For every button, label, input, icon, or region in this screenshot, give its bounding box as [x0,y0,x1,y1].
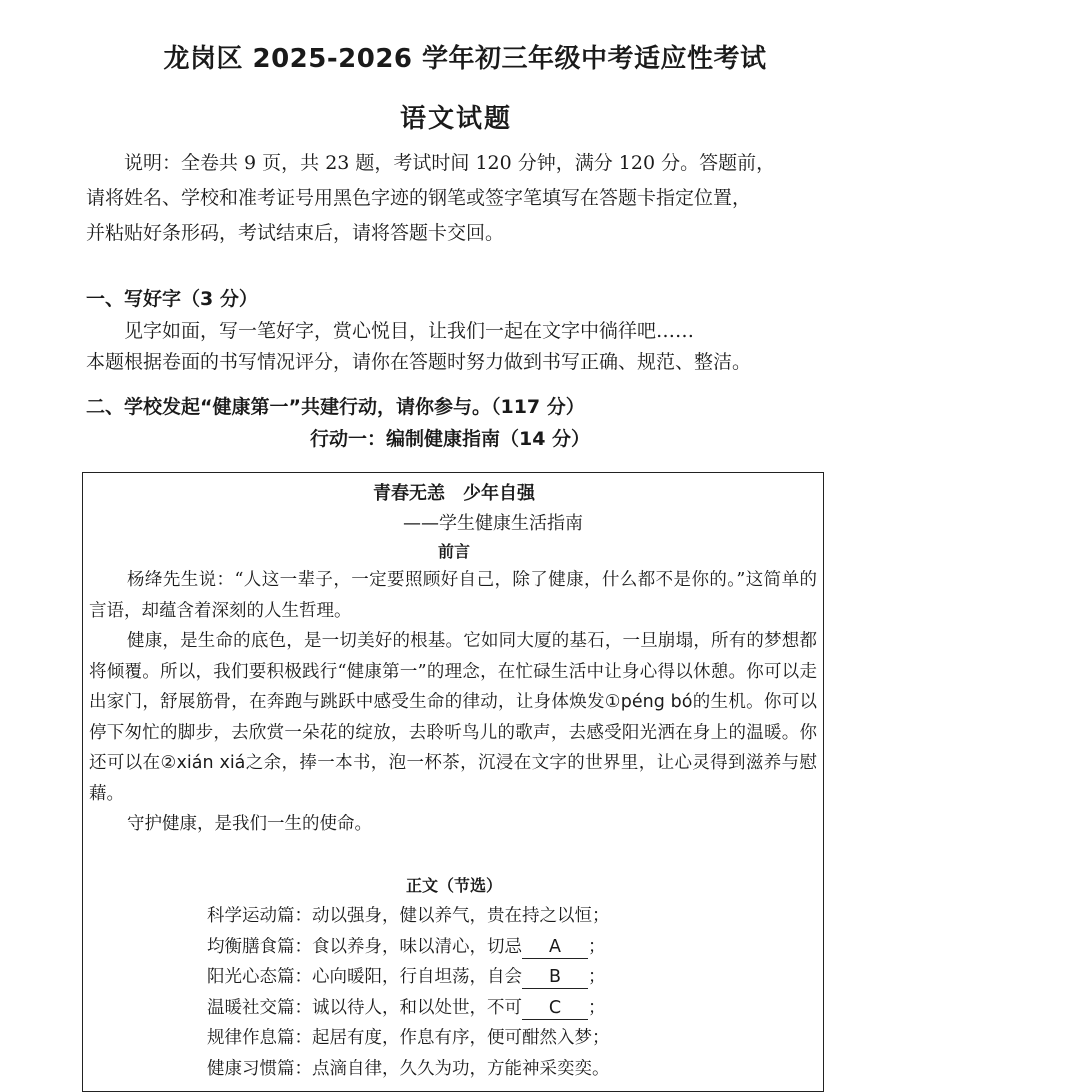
chapter-text: 阳光心态篇：心向暖阳，行自坦荡，自会 [207,967,522,987]
preface-p2-part-1: 健康，是生命的底色，是一切美好的根基。它如同大厦的基石，一旦崩塌，所有的梦想都将倾覆。所以，我们要积极践行“健康第一”的理念，在忙碌生活中让身心得以休憩。你可以走出家门，舒展筋骨，在奔跑与跳跃中感受生命的律动，让身体焕发 [89,631,817,712]
chapter-punct: ； [588,997,606,1018]
action-1-heading: 行动一：编制健康指南（14 分） [309,428,591,450]
chapter-item [207,1023,807,1054]
section-1-line-1: 见字如面，写一笔好字，赏心悦目，让我们一起在文字中徜徉吧…… [124,320,695,342]
chapter-text: 规律作息篇：起居有度，作息有序，便可酣然入梦； [207,1028,610,1048]
chapter-punct: ； [588,936,606,957]
section-2-heading: 二、学校发起“健康第一”共建行动，请你参与。（117 分） [86,396,585,418]
preface-body [89,565,817,840]
instructions-line-2: 请将姓名、学校和准考证号用黑色字迹的钢笔或签字笔填写在答题卡指定位置， [86,187,752,209]
pinyin-blank-1: ①péng bó [604,692,693,712]
chapter-text: 温暖社交篇：诚以待人，和以处世，不可 [207,997,522,1018]
preface-paragraph-2 [89,626,817,809]
guide-title: 青春无恙 少年自强 [373,483,535,504]
chapter-item [207,993,807,1024]
preface-p2-part-3: 之余，捧一本书，泡一杯茶，沉浸在文字的世界里，让心灵得到滋养与慰藉。 [89,753,817,804]
main-text-heading: 正文（节选） [405,876,502,895]
health-guide-box [82,472,824,1092]
preface-p2-part-2: 的生机。你可以停下匆忙的脚步，去欣赏一朵花的绽放，去聆听鸟儿的歌声，去感受阳光洒在身上的温暖。你还可以在 [89,692,817,773]
chapter-item [207,901,807,932]
answer-blank-c: C [522,997,588,1020]
chapter-list [207,901,807,1084]
section-1-body [86,316,846,378]
exam-subtitle: 语文试题 [399,104,512,134]
section-1-heading: 一、写好字（3 分） [86,288,258,310]
instructions-line-3: 并粘贴好条形码，考试结束后，请将答题卡交回。 [86,222,505,244]
chapter-text: 科学运动篇：动以强身，健以养气，贵在持之以恒； [207,906,610,926]
guide-subtitle: ——学生健康生活指南 [403,513,583,534]
answer-blank-b: B [522,966,588,989]
exam-title: 龙岗区 2025-2026 学年初三年级中考适应性考试 [163,44,767,74]
preface-heading: 前言 [437,542,470,561]
answer-blank-a: A [522,936,588,959]
preface-paragraph-1: 杨绛先生说：“人这一辈子，一定要照顾好自己，除了健康，什么都不是你的。”这简单的言语，却蕴含着深刻的人生哲理。 [89,570,817,621]
chapter-text: 均衡膳食篇：食以养身，味以清心，切忌 [207,936,522,957]
exam-instructions [86,146,834,251]
pinyin-blank-2: ②xián xiá [160,753,246,773]
chapter-item [207,932,807,963]
preface-paragraph-3: 守护健康，是我们一生的使命。 [127,814,372,834]
instructions-line-1: 说明：全卷共 9 页，共 23 题，考试时间 120 分钟，满分 120 分。答题前， [124,152,776,174]
chapter-punct: ； [588,967,606,987]
section-1-line-2: 本题根据卷面的书写情况评分，请你在答题时努力做到书写正确、规范、整洁。 [86,351,752,373]
chapter-item [207,962,807,993]
chapter-text: 健康习惯篇：点滴自律，久久为功，方能神采奕奕。 [207,1058,610,1079]
